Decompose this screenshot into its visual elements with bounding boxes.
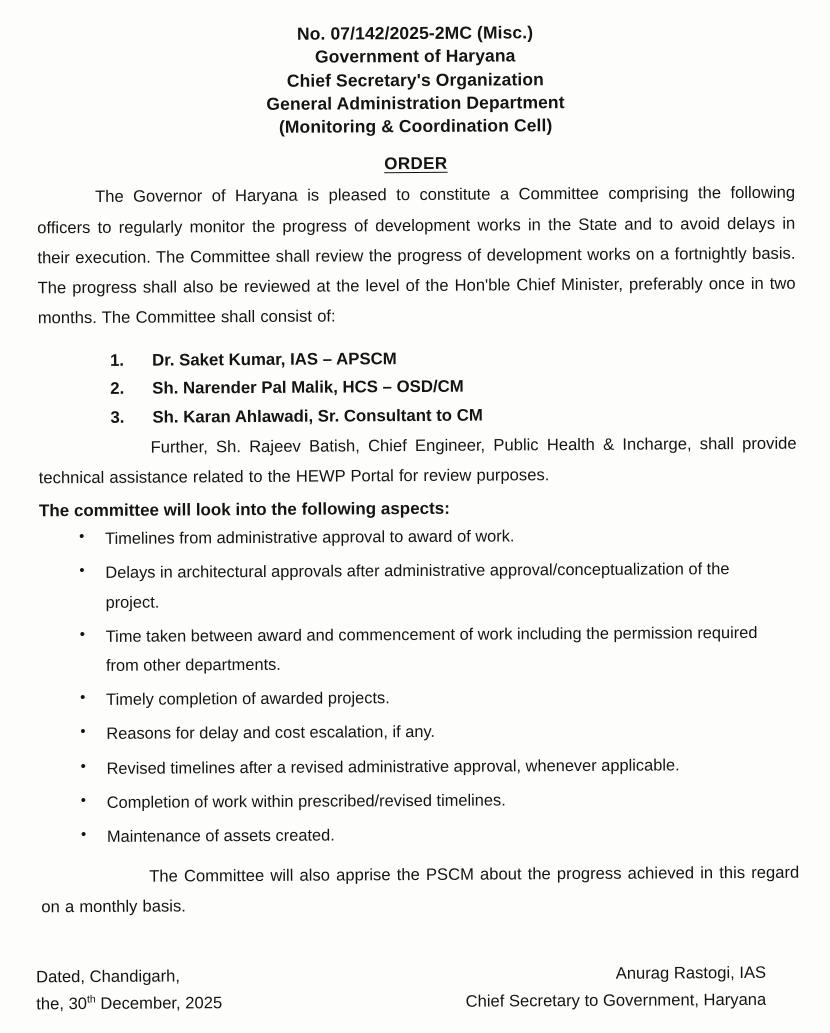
member-name: Sh. Narender Pal Malik, HCS – OSD/CM <box>152 377 464 399</box>
document-footer <box>36 960 794 1018</box>
member-number: 2. <box>110 379 125 399</box>
footer-signatory-block <box>465 960 794 1015</box>
order-heading: ORDER <box>384 154 448 174</box>
list-item <box>38 343 796 375</box>
header-cell: (Monitoring & Coordination Cell) <box>278 115 553 137</box>
footer-date-superscript: th <box>86 992 96 1005</box>
intro-paragraph: The Governor of Haryana is pleased to constitute a Committee comprising the following officers to regularly monitor the progress of development works in the State and to avoid delays in their execution. The Committee shall review the progress of development works on a fortnightly basis. The progress shall also be reviewed at the level of the Hon'ble Chief Minister, preferably once in two months. The Committee shall consist of: <box>37 183 796 328</box>
list-item: • Revised timelines after a revised administrative approval, whenever applicable. <box>76 750 788 784</box>
header-department: General Administration Department <box>266 91 565 114</box>
header-government: Government of Haryana <box>314 45 516 67</box>
list-item: • Reasons for delay and cost escalation, if any. <box>76 716 788 750</box>
list-item: • Completion of work within prescribed/revised timelines. <box>77 785 789 819</box>
signatory-name: Anurag Rastogi, IAS <box>615 962 767 983</box>
member-number: 3. <box>110 407 125 427</box>
footer-date-suffix: December, 2025 <box>95 992 223 1013</box>
committee-members-list <box>38 343 796 431</box>
document-body <box>36 20 799 923</box>
member-name: Sh. Karan Ahlawadi, Sr. Consultant to CM <box>152 405 483 427</box>
order-heading-wrapper <box>37 152 795 177</box>
list-item <box>38 371 796 403</box>
member-name: Dr. Saket Kumar, IAS – APSCM <box>152 349 397 370</box>
list-item: • Delays in architectural approvals after administrative approval/conceptualization of the project. <box>75 555 787 618</box>
list-item <box>38 399 796 431</box>
header-organization: Chief Secretary's Organization <box>286 68 544 91</box>
member-number: 1. <box>110 351 125 371</box>
footer-place: Dated, Chandigarh, <box>36 966 181 987</box>
document-header <box>36 20 795 141</box>
list-item: • Maintenance of assets created. <box>77 819 789 853</box>
aspects-title: The committee will look into the following aspects: <box>38 499 450 521</box>
list-item: • Timelines from administrative approval to award of work. <box>75 521 787 555</box>
list-item: • Time taken between award and commencement of work including the permission required from other departments. <box>76 619 788 682</box>
closing-paragraph: The Committee will also apprise the PSCM about the progress achieved in this regard on a monthly basis. <box>41 862 800 917</box>
footer-date-block <box>36 963 222 1017</box>
aspects-list <box>39 521 799 853</box>
further-paragraph: Further, Sh. Rajeev Batish, Chief Engineer, Public Health & Incharge, shall provide technical assistance related to the HEWP Portal for review purposes. <box>38 433 797 488</box>
footer-date-prefix: the, 30 <box>36 993 88 1013</box>
list-item: • Timely completion of awarded projects. <box>76 682 788 716</box>
signatory-designation: Chief Secretary to Government, Haryana <box>465 989 767 1011</box>
footer-date <box>36 990 222 1018</box>
header-reference-number: No. 07/142/2025-2MC (Misc.) <box>296 22 534 44</box>
